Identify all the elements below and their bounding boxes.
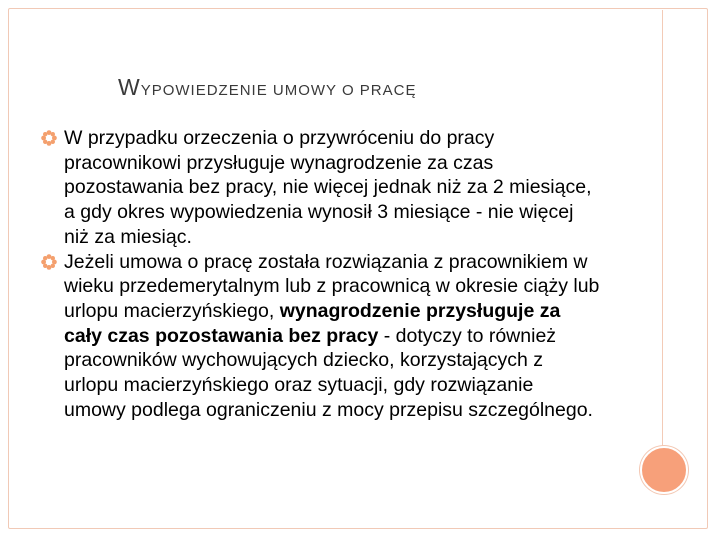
bullet-text: W przypadku orzeczenia o przywróceniu do pracy pracownikowi przysługuje wynagrodzenie za czas pozostawania bez pracy, nie więcej jednak niż za 2 miesiące, a gdy okres wypowiedzenia wynosił 3 miesiące - nie więcej niż za miesiąc. [64,127,592,248]
sun-flower-icon [41,254,57,270]
title-first-letter: W [118,74,141,100]
bullet-item-1 [40,126,600,250]
bullet-list [40,126,600,422]
title-rest: YPOWIEDZENIE UMOWY O PRACĘ [140,82,417,99]
accent-circle [640,446,688,494]
bullet-item-2 [40,250,600,423]
sun-flower-icon [41,130,57,146]
bullet-text-bold: wynagrodzenie przysługuje za cały czas pozostawania bez pracy [64,299,561,347]
bullet-text-after: - dotyczy to również pracowników wychowujących dziecko, korzystających z urlopu macierzyńskiego oraz sytuacji, gdy rozwiązanie umowy podlega ograniczeniu z mocy przepisu szczególnego. [64,324,593,421]
bullet-text-before: Jeżeli umowa o pracę została rozwiązania z pracownikiem w wieku przedemerytalnym lub z pracownicą w okresie ciąży lub urlopu macierzyńskiego, [64,250,600,322]
slide-title [118,74,416,101]
accent-line [662,10,663,454]
